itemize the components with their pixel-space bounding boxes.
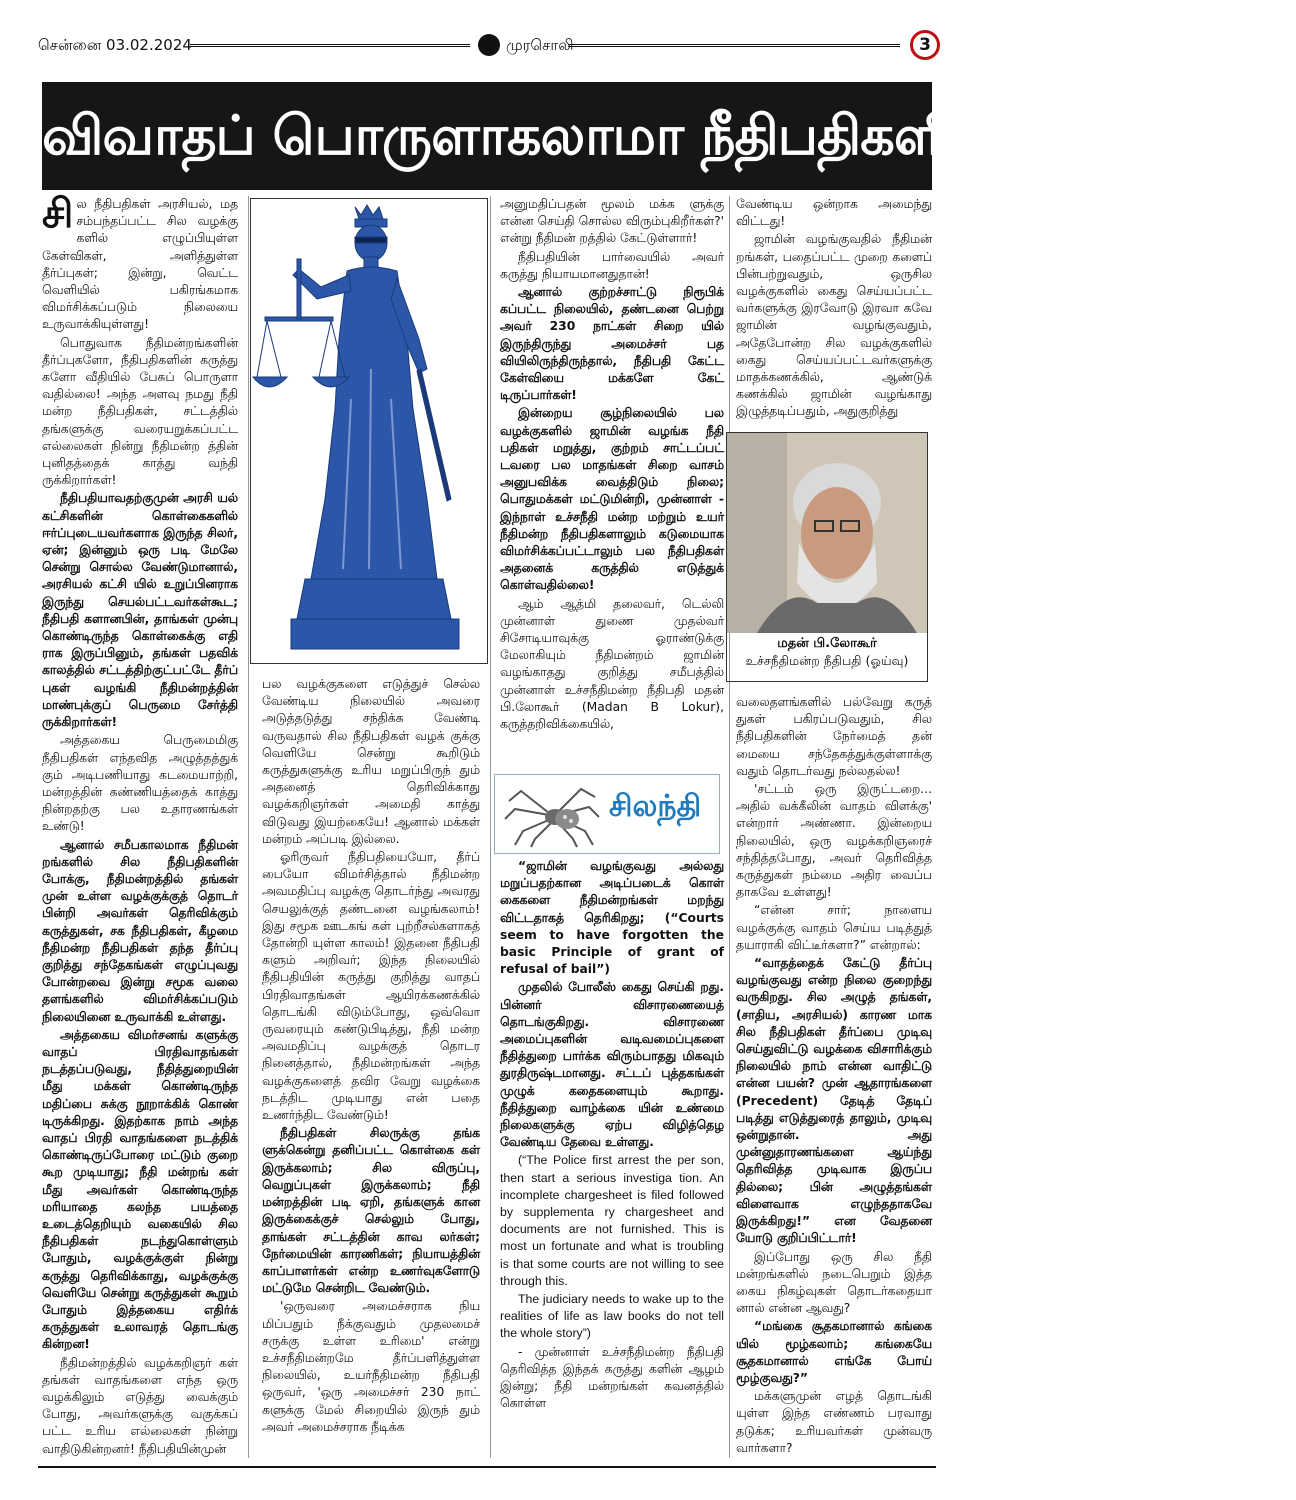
issue-date: சென்னை 03.02.2024 bbox=[38, 36, 192, 54]
paragraph: அத்தகைய பெருமைமிகு நீதிபதிகள் எந்தவித அழுத்தத்துக் கும் அடிபணியாது கடமையாற்றி, மன்றத்தின் கண்ணியத்தைக் காத்து நின்றதற்கு பல உதாரணங்கள் உண்டு! bbox=[42, 733, 238, 834]
portrait-photo bbox=[727, 433, 927, 633]
author-byline-box bbox=[494, 774, 720, 854]
paragraph: வலைதளங்களில் பல்வேறு கருத் துகள் பகிரப்படுவதும், சில நீதிபதிகளின் நேர்மைத் தன் மையை சந்தேகத்துக்குள்ளாக்கு வதும் தொடர்வது நல்லதல்ல! bbox=[736, 695, 932, 778]
paragraph: நீதிபதியின் பார்வையில் அவர் கருத்து நியாயமானதுதான்! bbox=[500, 249, 724, 281]
masthead-rule-right bbox=[568, 44, 900, 47]
quote-bold: முதலில் போலீஸ் கைது செய்கி றது. பின்னர் விசாரணையைத் தொடங்குகிறது. விசாரணை அமைப்புகளின் வடிவமைப்புகளை நீதித்துறை பார்க்க விரும்பாதது மிகவும் துரதிருஷ்டமானது. சட்டப் புத்தகங்கள் முழுக் கதைகளையும் கூறாது. நீதித்துறை வாழ்க்கை யின் உண்மை நிலைகளுக்கு ஏற்ப விழித்தெழ வேண்டிய தேவை உள்ளது. bbox=[500, 980, 724, 1150]
article-column-4 bbox=[736, 196, 932, 422]
paragraph: - முன்னாள் உச்சநீதிமன்ற நீதிபதி தெரிவித்த இந்தக் கருத்து களின் ஆழம் இன்று; நீதி மன்றங்கள் கவனத்தில் கொள்ள bbox=[500, 1344, 724, 1411]
quote-bold: “வாதத்தைக் கேட்டு தீர்ப்பு வழங்குவது என்ற நிலை குறைந்து வருகிறது. சில அழுத் தங்கள், (சாதிய, அரசியல்) காரண மாக சில நீதிபதிகள் தீர்ப்பை முடிவு செய்துவிட்டு வழக்கை விசாரிக்கும் நிலையில் நாம் என்ன வாதிட்டு என்ன பயன்? முன் ஆதாரங்களை (Precedent) தேடித் தேடிப் படித்து எடுத்துரைத் தாலும், முடிவு ஒன்றுதான். அது முன்னுதாரணங்களை ஆய்ந்து தெரிவித்த முடிவாக இருப்ப தில்லை; பின் அழுத்தங்கள் விளைவாக எழுந்ததாகவே இருக்கிறது!” என வேதனை யோடு குறிப்பிட்டார்! bbox=[736, 956, 932, 1246]
quote-bold: “மங்கை சூதகமானால் கங்கை யில் மூழ்கலாம்; கங்கையே சூதகமானால் எங்கே போய் மூழ்குவது?” bbox=[736, 1319, 932, 1385]
newspaper-name: முரசொலி bbox=[506, 36, 574, 54]
lady-justice-icon bbox=[251, 199, 487, 663]
paragraph-bold: நீதிபதியாவதற்குமுன் அரசி யல் கட்சிகளின் கொள்கைகளில் ஈர்ப்புடையவர்களாக இருந்த சிலர், ஏன்; இன்னும் ஒரு படி மேலே சென்று சொல்ல வேண்டுமானால், அரசியல் கட்சி யில் உறுப்பினராக இருந்து செயல்பட்டவர்கள்கூட; நீதிபதி களானபின், தாங்கள் முன்பு கொண்டிருந்த கொள்கைக்கு எதி ராக இருப்பினும், தங்கள் பதவிக் காலத்தில் சட்டத்திற்குட்பட்டே தீர்ப் புகள் வழங்கி நீதிமன்றத்தின் மாண்புக்குப் பெருமை சேர்த்தி ருக்கிறார்கள்! bbox=[42, 491, 238, 730]
paragraph: நீதிமன்றத்தில் வழக்கறிஞர் கள் தங்கள் வாதங்களை எந்த ஒரு வழக்கிலும் எடுத்து வைக்கும் போது, அவர்களுக்கு வகுக்கப் பட்ட உரிய எல்லைகள் நின்று வாதிடுகின்றனர்! நீதிபதியின்முன் bbox=[42, 1355, 238, 1456]
page-number: 3 bbox=[910, 30, 940, 60]
end-mark: --- bbox=[836, 1458, 850, 1473]
column-divider bbox=[490, 196, 491, 1458]
article-column-4-lower bbox=[736, 694, 932, 1473]
paragraph-bold: அத்தகைய விமர்சனங் களுக்கு வாதப் பிரதிவாதங்கள் நடத்தப்படுவது, நீதித்துறையின் மீது மக்கள் கொண்டிருந்த மதிப்பை சுக்கு நூறாக்கிக் கொண் டிருக்கிறது. இதற்காக நாம் அந்த வாதப் பிரதி வாதங்களை நடத்திக் கொண்டிருப்போரை மட்டும் குறை கூற முடியாது; நீதி மன்றங் கள் மீது அவர்கள் கொண்டிருந்த மரியாதை கலந்த பயத்தை உடைத்தெறியும் வகையில் சில நீதிபதிகள் நடந்துகொள்ளும் போதும், வழக்குக்குள் நின்று கருத்து தெரிவிக்காது, வழக்குக்கு வெளியே சென்று கருத்துகள் கூறும் போதும் இத்தகைய எதிர்க் கருத்துகள் உலாவரத் தொடங்கு கின்றன! bbox=[42, 1027, 238, 1352]
footer-rule bbox=[38, 1466, 936, 1468]
paragraph: ஜாமின் வழங்குவதில் நீதிமன் றங்கள், பதைப்பட்ட முறை களைப் பின்பற்றுவதும், ஒருசில வழக்குகளில் கைது செய்யப்பட்ட வர்களுக்கு இரவோடு இரவா கவே ஜாமின் வழங்குவதும், அதேபோன்ற சில வழக்குகளில் கைது செய்யப்பட்டவர்களுக்கு மாதக்கணக்கில், ஆண்டுக் கணக்கில் ஜாமின் வழங்காது இழுத்தடிப்பதும், அதுகுறித்து bbox=[736, 232, 932, 419]
quote-bold: “ஜாமின் வழங்குவது அல்லது மறுப்பதற்கான அடிப்படைக் கொள் கைகளை நீதிமன்றங்கள் மறந்து விட்டதாகத் தெரிகிறது; (“Courts seem to have forgotten the basic Principle of grant of refusal of bail”) bbox=[500, 859, 724, 977]
paragraph: பொதுவாக நீதிமன்றங்களின் தீர்ப்புகளோ, நீதிபதிகளின் கருத்து களோ வீதியில் பேசுப் பொருளா வதில்லை! அந்த அளவு நமது நீதி மன்ற நீதிபதிகள், சட்டத்தில் தங்களுக்கு வரையறுக்கப்பட்ட எல்லைகள் நின்று நீதிமன்ற த்தின் புனிதத்தைக் காத்து வந்தி ருக்கிறார்கள்! bbox=[42, 335, 238, 488]
paragraph: ஓரிருவர் நீதிபதியையோ, தீர்ப் பையோ விமர்சித்தால் நீதிமன்ற அவமதிப்பு வழக்கு தொடர்ந்து அவரது செயலுக்குத் தண்டனை வழங்கலாம்! இது சமூக ஊடகங் கள் புற்றீசல்களாகத் தோன்றி யுள்ள காலம்! இதனை நீதிபதி களும் அறிவர்; இந்த நிலையில் நீதிபதியின் கருத்து குறித்து வாதப் பிரதிவாதங்கள் ஆயிரக்கணக்கில் தொடங்கி விடும்போது, ஒவ்வொ ருவரையும் கண்டுபிடித்து, நீதி மன்ற அவமதிப்பு வழக்குத் தொடர நினைத்தால், நீதிமன்றங்கள் அந்த வழக்குகளைத் தவிர வேறு வழக்கை நடத்திட முடியாது என் பதை உணர்ந்திட வேண்டும்! bbox=[262, 850, 480, 1123]
column-divider bbox=[248, 196, 249, 1458]
paragraph-bold: ஆனால் சமீபகாலமாக நீதிமன் றங்களில் சில நீதிபதிகளின் போக்கு, நீதிமன்றத்தில் தங்கள் முன் உள்ள வழக்குக்குத் தொடர் பின்றி அவர்கள் தெரிவிக்கும் கருத்துகள், சக நீதிபதிகள், கீழமை நீதிமன்ற நீதிபதிகள் தந்த தீர்ப்பு குறித்து சந்தேகங்கள் எழுப்புவது போன்றவை இன்று சமூக வலை தளங்களில் விமர்சிக்கப்படும் நிலையினை உருவாக்கி உள்ளது. bbox=[42, 837, 238, 1024]
person-portrait-icon bbox=[727, 433, 927, 633]
masthead bbox=[38, 30, 938, 60]
column-divider bbox=[729, 196, 730, 1458]
paragraph: ஆம் ஆத்மி தலைவர், டெல்லி முன்னாள் துணை முதல்வர் சிசோடியாவுக்கு ஓராண்டுக்கு மேலாகியும் நீதிமன்றம் ஜாமின் வழங்காதது குறித்து சமீபத்தில் முன்னாள் உச்சநீதிமன்ற நீதிபதி மதன் பி.லோகூர் (Madan B Lokur), கருத்தறிவிக்கையில், bbox=[500, 596, 724, 732]
author-pen-name: சிலந்தி bbox=[609, 789, 702, 824]
paragraph-bold: ஆனால் குற்றச்சாட்டு நிரூபிக் கப்பட்ட நிலையில், தண்டனை பெற்று அவர் 230 நாட்கள் சிறை யில் இருந்திருந்து அமைச்சர் பத வியிலிருந்திருந்தால், நீதிபதி கேட்ட கேள்வியை மக்களே கேட் டிருப்பார்கள்! bbox=[500, 285, 724, 403]
caption-name: மதன் பி.லோகூர் bbox=[777, 636, 877, 651]
newspaper-logo-icon bbox=[478, 34, 500, 56]
paragraph: வேண்டிய ஒன்றாக அமைந்து விட்டது! bbox=[736, 197, 932, 229]
paragraph: 'ஒருவரை அமைச்சராக நிய மிப்பதும் நீக்குவதும் முதலமைச் சருக்கு உள்ள உரிமை' என்று உச்சநீதிமன்றமே தீர்ப்பளித்துள்ள நிலையில், உயர்நீதிமன்ற நீதிபதி ஒருவர், 'ஒரு அமைச்சர் 230 நாட் களுக்கு மேல் சிறையில் இருந் தும் அவர் அமைச்சராக நீடிக்க bbox=[262, 1299, 480, 1434]
article-column-3 bbox=[500, 196, 724, 776]
article-column-3-lower bbox=[500, 858, 724, 1458]
caption-title: உச்சநீதிமன்ற நீதிபதி (ஓய்வு) bbox=[745, 653, 909, 668]
article-column-2 bbox=[262, 676, 480, 1458]
portrait-figure bbox=[726, 432, 928, 682]
paragraph: ல நீதிபதிகள் அரசியல், மத சம்பந்தப்பட்ட சில வழக்கு களில் எழுப்பியுள்ள கேள்விகள், அளித்துள்ள தீர்ப்புகள்; இன்று, வெட்ட வெளியில் பகிரங்கமாக விமர்சிக்கப்படும் நிலையை உருவாக்கியுள்ளது! bbox=[42, 197, 238, 332]
paragraph: பல வழக்குகளை எடுத்துச் செல்ல வேண்டிய நிலையில் அவரை அடுத்தடுத்து சந்திக்க வேண்டி வருவதால் சில நீதிபதிகள் வழக் குக்கு வெளியே சென்று கூறிடும் கருத்துகளுக்கு உரிய மறுப்பிருந் தும் அதனைத் தெரிவிக்காது வழக்கறிஞர்கள் அமைதி காத்து விடுவது இயற்கையே! ஆனால் மக்கள் மன்றம் அப்படி இல்லை. bbox=[262, 677, 480, 846]
paragraph-bold: நீதிபதிகள் சிலருக்கு தங்க ளுக்கென்று தனிப்பட்ட கொள்கை கள் இருக்கலாம்; சில விருப்பு, வெறுப்புகள் இருக்கலாம்; நீதி மன்றத்தின் படி ஏறி, தங்களுக் கான இருக்கைக்குச் செல்லும் போது, தாங்கள் சட்டத்தின் காவ லர்கள்; நேர்மையின் காரணிகள்; நியாயத்தின் காப்பாளர்கள் என்ற உணர்வுகளோடு மட்டுமே சென்றிட வேண்டும். bbox=[262, 1126, 480, 1296]
quote-english: (“The Police first arrest the per son, then start a serious investiga tion. An incomplete chargesheet is filed followed by supplementa ry chargesheet and documents are not furnished. This is most un fortunate and what is troubling is that some courts are not willing to see through this. bbox=[500, 1153, 724, 1288]
paragraph: “என்ன சார்; நாளைய வழக்குக்கு வாதம் செய்ய படித்துத் தயாராகி விட்டீர்களா?” என்றால்: bbox=[736, 903, 932, 952]
paragraph: மக்களுமுன் எழத் தொடங்கி யுள்ள இந்த எண்ணம் பரவாது தடுக்க; உரியவர்கள் முன்வரு வார்களா? bbox=[736, 1389, 932, 1455]
paragraph: 'சட்டம் ஒரு இருட்டறை... அதில் வக்கீலின் வாதம் விளக்கு' என்றார் அண்ணா. இன்றைய நிலையில், ஒரு வழக்கறிஞரைச் சந்தித்தபோது, அவர் தெரிவித்த கருத்துகள் நம்மை அதிர வைப்ப தாகவே உள்ளது! bbox=[736, 782, 932, 900]
page-headline: விவாதப் பொருளாகலாமா நீதிபதிகளின் கருத்துகள்? bbox=[42, 82, 932, 190]
quote-english: The judiciary needs to wake up to the realities of life as law books do not tell the whole story”) bbox=[500, 1292, 724, 1341]
paragraph-bold: இன்றைய சூழ்நிலையில் பல வழக்குகளில் ஜாமின் வழங்க நீதி பதிகள் மறுத்து, குற்றம் சாட்டப்பட் டவரை பல மாதங்கள் சிறை வாசம் அனுபவிக்க வைத்திடும் நிலை; பொதுமக்கள் மட்டுமின்றி, முன்னாள் - இந்நாள் உச்சநீதி மன்ற மற்றும் உயர் நீதிமன்ற நீதிபதிகளாலும் கடுமையாக விமர்சிக்கப்பட்டாலும் பல நீதிபதிகள் அதனைக் கருத்தில் எடுத்துக் கொள்வதில்லை! bbox=[500, 406, 724, 593]
spider-icon bbox=[501, 779, 601, 849]
paragraph: இப்போது ஒரு சில நீதி மன்றங்களில் நடைபெறும் இத்த கைய நிகழ்வுகள் தொடர்கதையா னால் என்ன ஆவது? bbox=[736, 1249, 932, 1316]
lady-justice-illustration bbox=[250, 198, 488, 664]
masthead-rule-left bbox=[190, 44, 470, 47]
article-column-1 bbox=[42, 191, 238, 1458]
paragraph: அனுமதிப்பதன் மூலம் மக்க ளுக்கு என்ன செய்தி சொல்ல விரும்புகிறீர்கள்?' என்று நீதிமன் றத்தில் கேட்டுள்ளார்! bbox=[500, 197, 724, 246]
drop-cap: சி bbox=[42, 191, 74, 237]
photo-caption bbox=[727, 635, 927, 669]
